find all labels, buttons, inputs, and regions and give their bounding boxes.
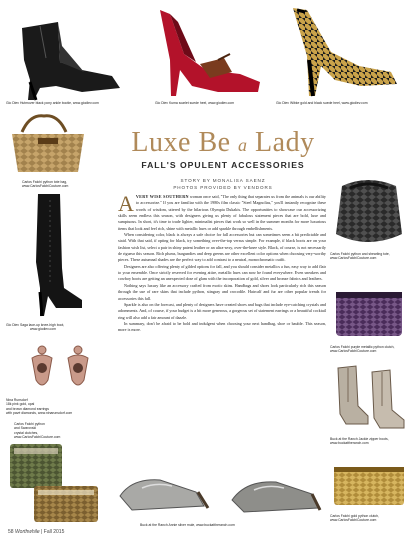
shoe-gold-black-heel-image <box>275 0 412 108</box>
caption-silver-mule: Buck at the Ranch Annie silver mule, www.buckattheranch.com <box>140 523 235 527</box>
python-tote-image <box>4 112 92 178</box>
opal-earrings-image <box>22 344 100 396</box>
caption-lace-up-boot <box>6 323 96 332</box>
caption-line: Nina Runsdorf <box>6 398 28 402</box>
magazine-name: Worthwhile <box>14 529 40 535</box>
caption-python-tote <box>22 180 112 189</box>
article-paragraph-5: Sparkle is also on the forecast, and plenty of designers have created shoes and bags that include eye-catching crystals and adornments. And, of course, if your budget is a bit more generous, a gorgeous set of statement earrings or a beautiful cocktail ring will also add a fair amount of dazzle. <box>118 301 326 320</box>
caption-shoe-gold-black-heel: Gio Diev Wibke gold and black suede heel, www.giodiev.com <box>276 101 368 105</box>
caption-line: Carlos Falchi python tote bag, <box>22 180 68 184</box>
shoe-black-bootie-image <box>0 0 140 108</box>
caption-purple-python-clutch <box>330 345 410 354</box>
article-subtitle: FALL'S OPULENT ACCESSORIES <box>141 160 305 170</box>
lead-in: VERY WISE SOUTHERN <box>135 194 189 199</box>
caption-line: Gio Diev Saga lace-up knee-high boot, <box>6 323 65 327</box>
crystal-clutches-image <box>4 440 104 526</box>
title-a: a <box>238 135 248 155</box>
article-title <box>118 128 328 160</box>
article-body <box>118 191 326 334</box>
caption-line: and Swarovski <box>14 426 37 431</box>
caption-line: www.CarlosFalchiCouture.com <box>22 184 69 189</box>
page-footer <box>8 529 64 535</box>
article-paragraph-4: Nothing says luxury like an accessory crafted from exotic skins. Handbags and shoes look particularly rich this season through the use of rare skins that include python, stingray and crocodile. Haircalf and fur are other popular trends for accessories this fall. <box>118 282 326 301</box>
caption-line: crystal clutches, <box>14 430 39 435</box>
caption-opal-earrings <box>6 398 106 415</box>
gold-python-clutch-image <box>328 455 410 511</box>
purple-python-clutch-image <box>328 282 410 344</box>
article-paragraph-3: Designers are also offering plenty of gilded options for fall, and you should consider metallics a fun, easy way to add flair to your ensemble. Once strictly reserved for evening attire, metallic hues can now be found everywhere. Even sneakers and cowboy boots are getting an unexpected dose of glam with the incorporation of gold, silver and bronze fabrics and leathers. <box>118 263 326 282</box>
caption-line: Carlos Falchi purple metallic python clutch, <box>330 345 395 349</box>
shoe-scarlet-heel-image <box>140 0 275 108</box>
caption-python-shearling-tote <box>330 252 410 261</box>
caption-shoe-scarlet-heel: Gio Diev Kuma scarlet suede heel, www.giodiev.com <box>155 101 235 105</box>
byline-photos: PHOTOS PROVIDED BY VENDORS <box>173 185 273 190</box>
caption-line: Carlos Falchi python and shearling tote, <box>330 252 390 256</box>
caption-gold-python-clutch <box>330 514 410 523</box>
issue-name: Fall 2015 <box>43 529 65 535</box>
caption-crystal-clutches <box>14 422 74 439</box>
caption-line: www.giodiev.com <box>30 327 56 332</box>
caption-line: www.CarlosFalchiCouture.com <box>330 349 377 354</box>
caption-line: Buck at the Ranch Jackie zipper boots, <box>330 437 389 441</box>
caption-line: www.buckattheranch.com <box>330 441 369 446</box>
caption-cowboy-zipper-boots <box>330 437 410 446</box>
caption-line: www.CarlosFalchiCouture.com <box>330 256 377 261</box>
footer-separator: | <box>41 529 43 535</box>
caption-line: Carlos Falchi gold python clutch, <box>330 514 380 518</box>
caption-line: www.CarlosFalchiCouture.com <box>14 434 61 439</box>
cowboy-zipper-boots-image <box>330 362 410 434</box>
article-paragraph-2: When considering color, black is always a safe choice for fall accessories but can sometimes seem a bit predictable and staid. With that said, if opting for black, try something over-the-top versus simple. For example, if black boots are on your fashion wish list, select a pair in shiny patent leather or an ultra-sexy, over-the-knee style. Black, of course, is not necessarily de rigueur this season. Rich plums, burgundies and deep greens are other excellent color options when choosing very-worthy pieces. These autumnal shades are the perfect way to add contrast to a neutral, monochromatic outfit. <box>118 232 326 263</box>
article-paragraph-1 <box>118 191 326 232</box>
article-paragraph-6: In summary, don't be afraid to be bold and indulgent when choosing your next handbag, shoe or bauble. This season, more is more. <box>118 320 326 333</box>
title-part-2: Lady <box>255 127 315 158</box>
lace-up-boot-image <box>18 192 90 320</box>
paragraph-text: woman once said, "The only thing that separates us from the animals is our ability to accessorize." If you are familiar with the 1980s film classic "Steel Magnolias," you'll instantly recognize these words of wisdom, uttered by the hilarious Olympia Dukakis. The opportunities to showcase our accessorizing skills seem endless this season, with designers giving us plenty of fabulous statement pieces that are bold, luxe and sumptuous. In short, it's time to trade lighter, minimalist pieces that work so well in the summer months for more luxurious items that look and feel rich, shine with metallic hues or add sparkle through embellishments. <box>118 194 326 231</box>
caption-line: 18k pink gold, opal <box>6 402 35 407</box>
page-number: 58 <box>8 529 14 535</box>
caption-line: with pavé diamonds, www.ninarunsdorf.com <box>6 410 73 415</box>
caption-line: www.CarlosFalchiCouture.com <box>330 518 377 523</box>
caption-shoe-black-bootie: Gio Diev Hutmover black pony ankle bootie, www.giodiev.com <box>6 101 99 105</box>
silver-mule-image <box>112 462 330 520</box>
caption-line: and brown diamond earrings <box>6 406 49 411</box>
drop-cap: A <box>118 191 134 216</box>
python-shearling-tote-image <box>328 176 410 250</box>
caption-line: Carlos Falchi python <box>14 422 45 426</box>
title-part-1: Luxe Be <box>131 127 231 158</box>
byline-story: STORY BY MONALISA SAENZ <box>180 178 266 183</box>
